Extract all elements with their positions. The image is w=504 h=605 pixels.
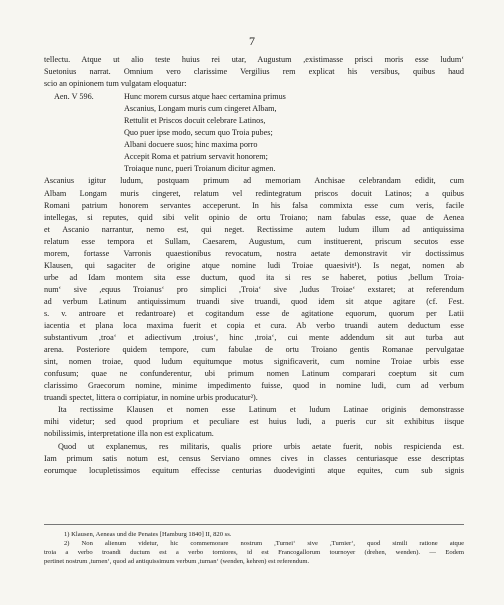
verse-quotation <box>44 91 464 175</box>
verse-line: Troiaque nunc, pueri Troianum dicitur agmen. <box>124 164 276 174</box>
page-number: 7 <box>249 34 255 48</box>
verse-line: Rettulit et Priscos docuit celebrare Latinos, <box>124 116 266 126</box>
text-line: intellegas, si reputes, quid sibi velit opinio de ortu Troiano; nam fabulas esse, quae de Aenea <box>44 212 464 222</box>
verse-line: Accepit Roma et patrium servavit honorem; <box>124 152 268 162</box>
verse-lines <box>124 91 464 175</box>
text-line: arena. Posteriore quidem tempore, cum fabulae de ortu Troiano gentis Romanae pervulgatae <box>44 345 464 355</box>
text-line: Suetonius narrat. Omnium vero clarissime Vergilius rem explicat his versibus, quibus haud <box>44 67 464 77</box>
text-line: urbe ad Idam montem sita esse ductum, quod ita si res se haberet, potius ,bellum Troia- <box>44 272 464 282</box>
body-text <box>44 54 464 477</box>
text-line: Albam Longam muris cingeret, relatum vel redintegratum priscos docuit Latinos; a quibus <box>44 188 464 198</box>
text-line: confusum; quae ne confunderentur, ubi primum nomen Latinum comparari coeptum sit cum <box>44 369 464 379</box>
text-line: eorumque locupletissimos equitum effecisse centurias duodeviginti atque equites, cum sub signis <box>44 465 464 475</box>
text-line: s. v. antroare et redantroare) et cogitandum esse de agitatione equorum, quorum per Latii <box>44 308 464 318</box>
footnote-line: 2) Non alienum videtur, hic commemorare nostrum ,Turnei‘ sive ,Turnier‘, quod simili ratione atque <box>64 540 464 547</box>
footnote-line: 1) Klausen, Aeneas und die Penates [Hamburg 1840] II, 820 ss. <box>64 531 232 538</box>
paragraph-1 <box>44 54 464 90</box>
paragraph-4 <box>44 441 464 477</box>
text-line: scio an opinionem tum vulgatam eloquatur: <box>44 79 187 89</box>
verse-line: Albani docuere suos; hinc maxima porro <box>124 140 258 150</box>
text-line: Iam primum satis notum est, census Serviano omnes cives in classes centuriasque esse descriptas <box>44 453 464 463</box>
text-line: Klausen, qui sagaciter de origine atque nomine ludi Troiae quaesivit¹). Is negat, nomen ab <box>44 260 464 270</box>
text-line: Romani patrium honorem servantes acceperunt. In his falsa commixta esse cum veris, facile <box>44 200 464 210</box>
text-line: Quod ut explanemus, res militaris, qualis priore urbis aetate fuerit, nobis respicienda est. <box>58 441 464 451</box>
text-line: mihi videtur; sed quod proprium et peculiare est huius ludi, a pueris cur sit exhibitus iisque <box>44 417 464 427</box>
text-line: iacentia et plana loca maxima fuerit et copia et cura. Ab verbo truandi autem deductum esse <box>44 321 464 331</box>
text-line: relatum esse tempora et Sullam, Caesarem, Augustum, cum instituerent, priscum secutos esse <box>44 236 464 246</box>
text-line: clarissimo Graecorum nomine, minime impedimento fuisse, quod in nomine ludi, cum ad verbum <box>44 381 464 391</box>
verse-reference: Aen. V 596. <box>54 92 94 102</box>
footnotes <box>44 524 464 566</box>
footnote-line: troia a verbo troandi ductum est a verbo torniores, id est Francogallorum tournoyer (drehen, wenden). — Eodem <box>44 549 464 556</box>
verse-line: Ascanius, Longam muris cum cingeret Albam, <box>124 104 277 114</box>
text-line: morem, fortasse Varronis quaestionibus revocatum, nostra aetate demonstravit vir doctissimus <box>44 248 464 258</box>
text-line: nobilissimis, interpretatione illa non est explicatum. <box>44 429 214 439</box>
paragraph-2 <box>44 175 464 404</box>
footnote-line: pertinet nostrum ,turnen‘, quod ad antiquissimum verbum ,turnan‘ (wenden, kehren) est referendum. <box>44 558 310 565</box>
text-line: ad verbum Latinum antiquissimum truandi sive truandi, quod idem sit atque agitare (cf. Fest. <box>44 296 464 306</box>
text-line: Ascanius igitur ludum, postquam primum ad memoriam Anchisae celebrandam edidit, cum <box>44 176 464 186</box>
paragraph-3 <box>44 404 464 440</box>
text-line: num‘ sive ,equus Troianus‘ pro simplici ,Troia‘ sive ,ludus Troiae‘ exstaret; at referendum <box>44 284 464 294</box>
text-line: sint, nomen troiae, quod ludum equitumque motus significaverit, cum nomine Troiae urbis esse <box>44 357 464 367</box>
verse-line: Hunc morem cursus atque haec certamina primus <box>124 92 286 102</box>
text-line: truandi spectet, littera o corripiatur, in nomine urbis producatur²). <box>44 393 258 403</box>
text-line: tellectu. Atque ut alio teste huius rei utar, Augustum ,existimasse prisci moris esse ludum‘ <box>44 55 464 64</box>
text-line: Ita rectissime Klausen et nomen esse Latinum et ludum Latinae originis demonstrasse <box>58 405 464 415</box>
text-line: substantivum ,troa‘ et adiectivum ,troius‘, hinc ,troia‘, cui mente addendum sit aut turba aut <box>44 333 464 343</box>
text-line: et Ascanio narrantur, nemo est, qui neget. Rectissime autem ludum illum ad antiquissima <box>44 224 464 234</box>
verse-line: Quo puer ipse modo, secum quo Troia pubes; <box>124 128 273 138</box>
